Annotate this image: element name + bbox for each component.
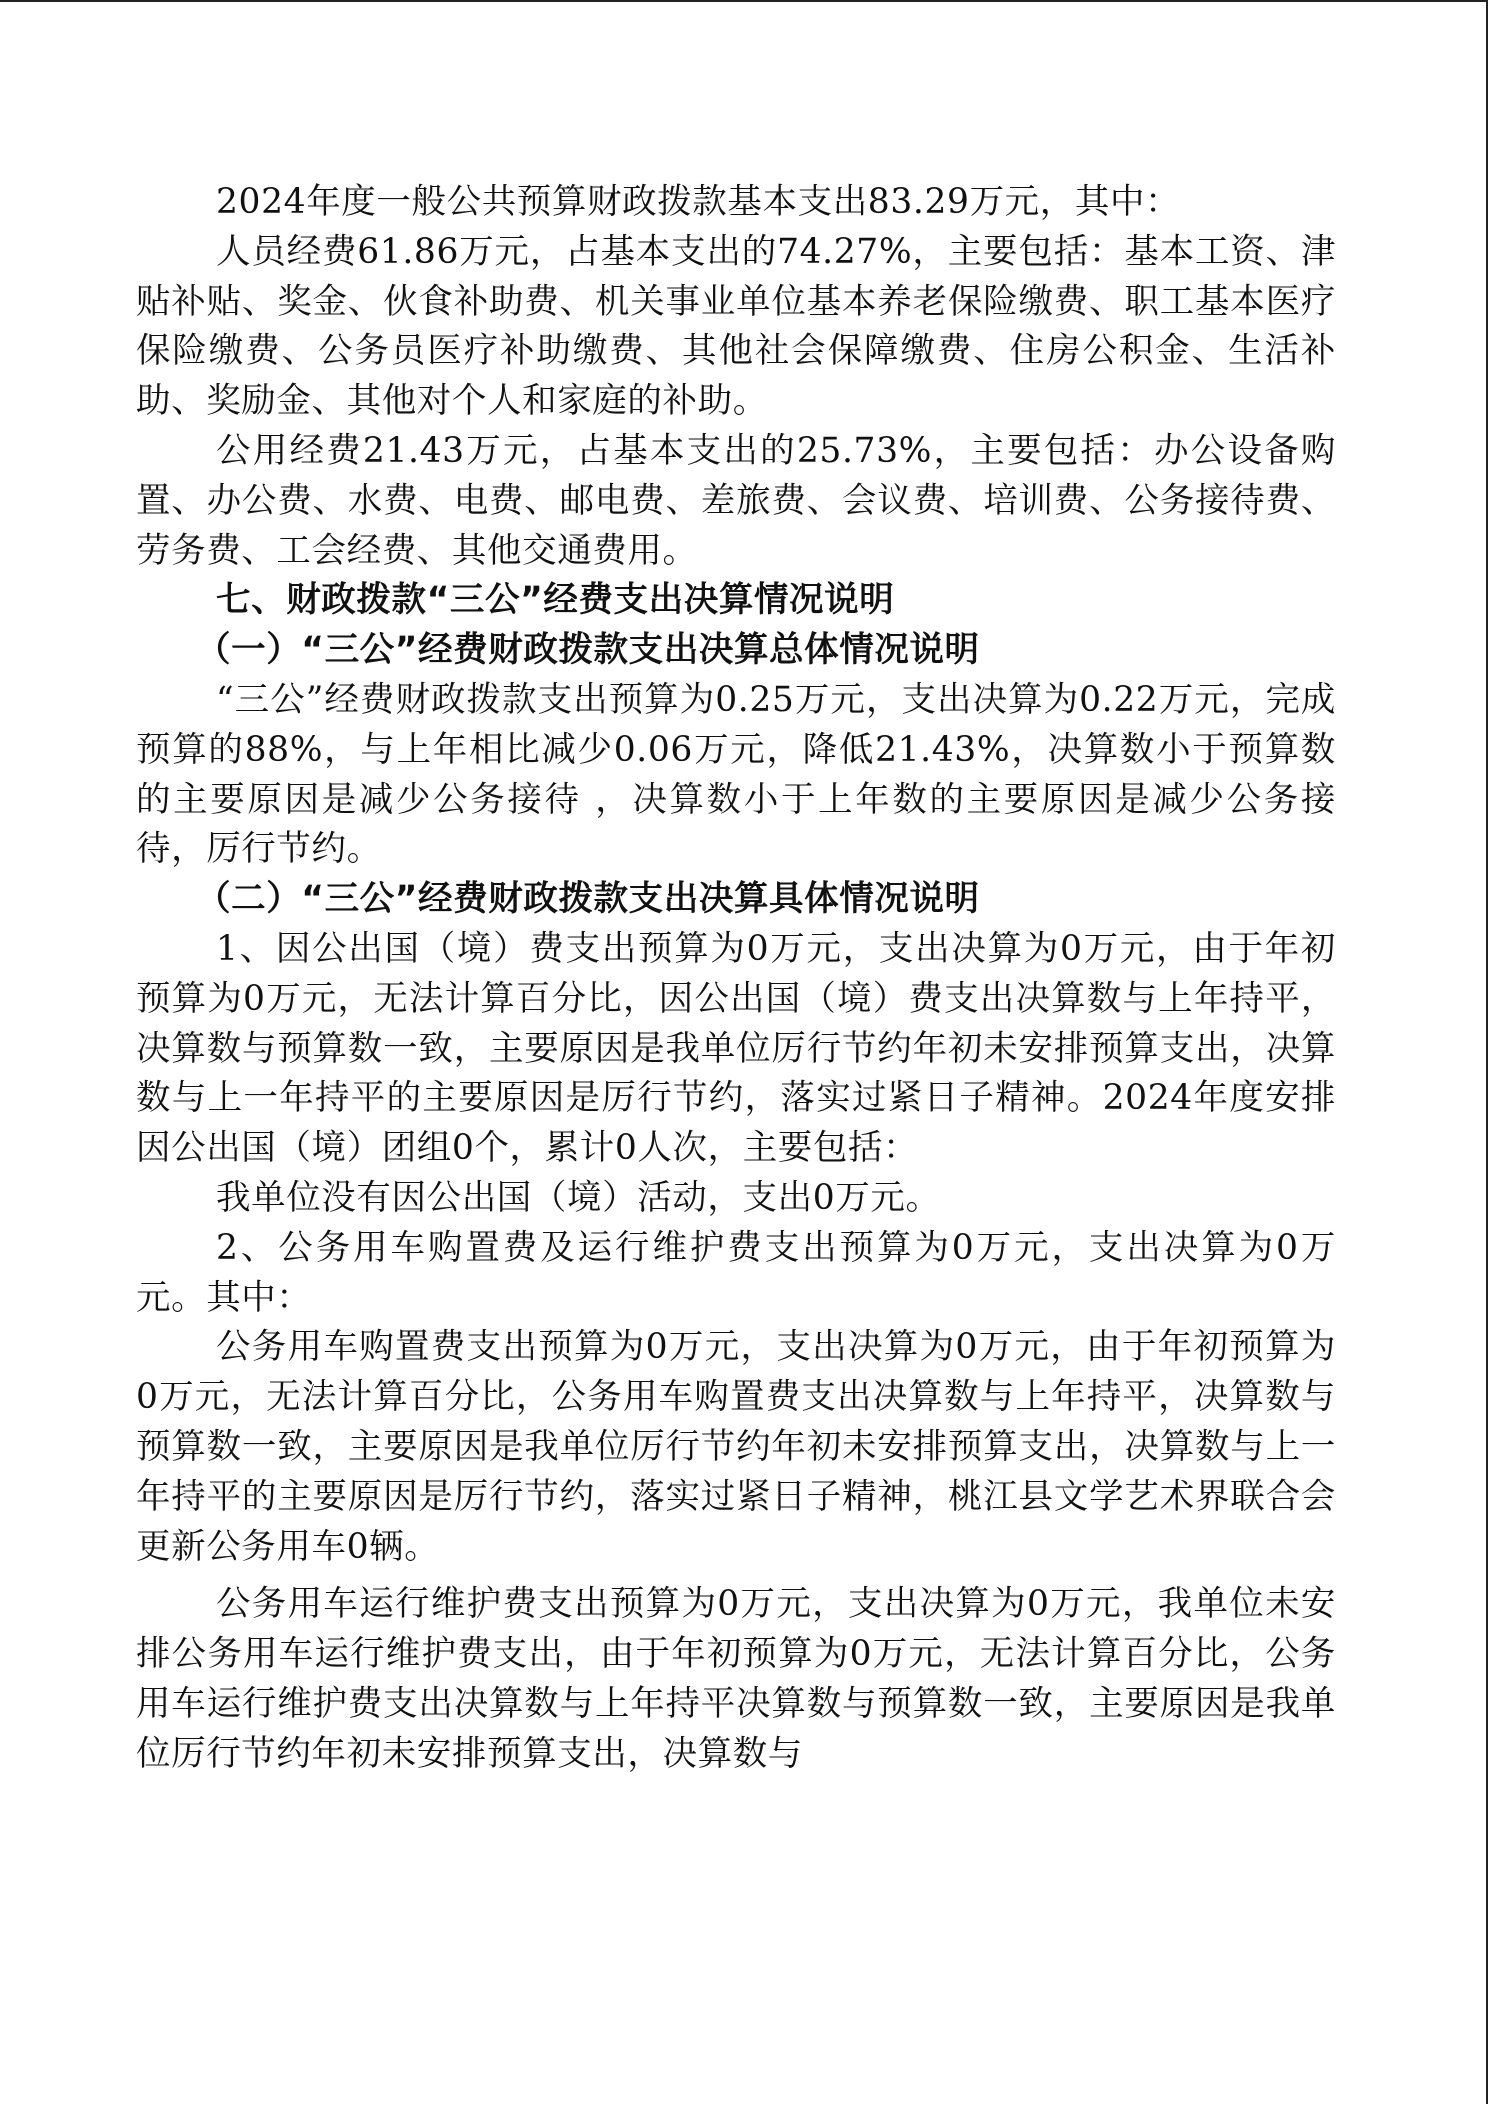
paragraph-spacer xyxy=(136,1572,1336,1580)
document-body xyxy=(136,178,1336,1780)
paragraph-vehicle-purchase: 公务用车购置费支出预算为0万元，支出决算为0万元，由于年初预算为0万元，无法计算百分比，公务用车购置费支出决算数与上年持平，决算数与预算数一致，主要原因是我单位厉行节约年初未安排预算支出，决算数与上一年持平的主要原因是厉行节约，落实过紧日子精神，桃江县文学艺术界联合会更新公务用车0辆。 xyxy=(136,1327,1336,1567)
subsection-heading-one: （一）“三公”经费财政拨款支出决算总体情况说明 xyxy=(196,630,980,671)
paragraph-no-overseas-activity: 我单位没有因公出国（境）活动，支出0万元。 xyxy=(216,1177,941,1218)
paragraph-three-public-overall: “三公”经费财政拨款支出预算为0.25万元，支出决算为0.22万元，完成预算的88%，与上年相比减少0.06万元，降低21.43%，决算数小于预算数的主要原因是减少公务接待 ，决算数小于上年数的主要原因是减少公务接待，厉行节约。 xyxy=(136,679,1336,870)
paragraph-vehicle-expenses: 2、公务用车购置费及运行维护费支出预算为0万元，支出决算为0万元。其中： xyxy=(136,1227,1336,1318)
paragraph-basic-expenditure: 2024年度一般公共预算财政拨款基本支出83.29万元，其中： xyxy=(216,182,1181,222)
page-edge-top xyxy=(0,0,1488,2)
section-heading-seven: 七、财政拨款“三公”经费支出决算情况说明 xyxy=(216,580,895,621)
subsection-heading-two: （二）“三公”经费财政拨款支出决算具体情况说明 xyxy=(196,879,980,920)
paragraph-overseas-travel: 1、因公出国（境）费支出预算为0万元，支出决算为0万元，由于年初预算为0万元，无法计算百分比，因公出国（境）费支出决算数与上年持平，决算数与预算数一致，主要原因是我单位厉行节约年初未安排预算支出，决算数与上一年持平的主要原因是厉行节约，落实过紧日子精神。2024年度安排因公出国（境）团组0个，累计0人次，主要包括： xyxy=(136,928,1336,1169)
paragraph-public-expenses: 公用经费21.43万元，占基本支出的25.73%，主要包括：办公设备购置、办公费、水费、电费、邮电费、差旅费、会议费、培训费、公务接待费、劳务费、工会经费、其他交通费用。 xyxy=(136,430,1336,571)
paragraph-personnel-expenses: 人员经费61.86万元，占基本支出的74.27%，主要包括：基本工资、津贴补贴、奖金、伙食补助费、机关事业单位基本养老保险缴费、职工基本医疗保险缴费、公务员医疗补助缴费、其他社会保障缴费、住房公积金、生活补助、奖励金、其他对个人和家庭的补助。 xyxy=(136,231,1336,422)
paragraph-vehicle-maintenance: 公务用车运行维护费支出预算为0万元，支出决算为0万元，我单位未安排公务用车运行维护费支出，由于年初预算为0万元，无法计算百分比，公务用车运行维护费支出决算数与上年持平决算数与预算数一致，主要原因是我单位厉行节约年初未安排预算支出，决算数与 xyxy=(136,1584,1336,1774)
